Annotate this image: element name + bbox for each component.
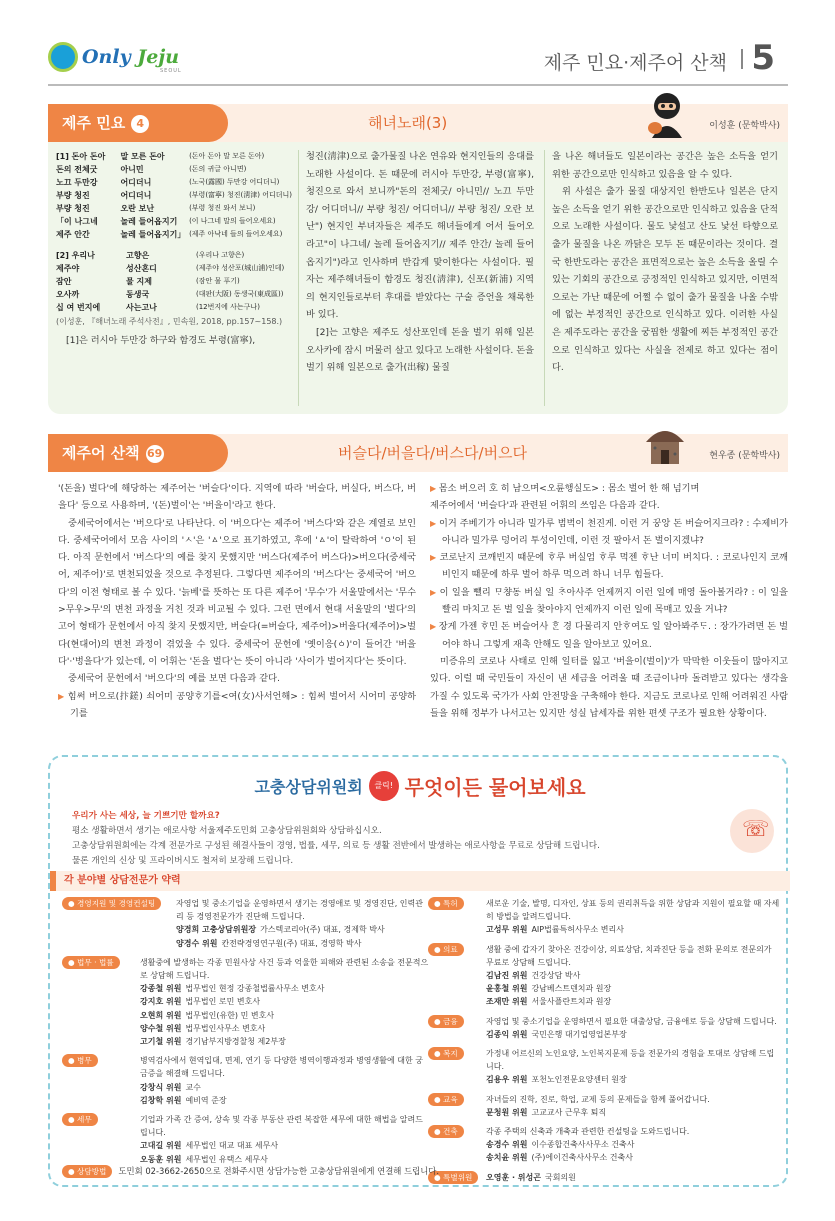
verse-cell: 동생국 [126,290,150,299]
committee-title [50,771,790,801]
member-title: 가스텍코리아(주) 대표, 경제학 박사 [260,925,385,935]
verse-cell: (노국(露國) 두만강 어디더니) [189,178,280,186]
verse-line [56,202,292,215]
member-name: 강창식 위원 [140,1082,182,1092]
member-title: 이수종합건축사사무소 건축사 [531,1140,635,1150]
member-name: 송치윤 위원 [486,1153,528,1163]
member-name: 송경수 위원 [486,1140,528,1150]
section2-label: 제주어 산책 69 [48,434,228,472]
s1-paragraph-2: 청진(淸津)으로 출가물질 나온 연유와 현지인들의 응대를 노래한 사설이다. 돈 때문에 러시아 두만강, 부령(富寧), 청진으로 와서 보니까"돈의 전체굿/ 아니민// 노끄 두만강/ 어디더니// 부량 청진/ 어디더니// 부량 청진/ 오란 보난") 현지인 부녀자들은 제주도 해녀들에게 어서 들어오라고"이 나그네/ 놀레 들어옵지기// 제주 안간/ 놀레 들어옵지기")라고 인사하며 반갑게 맞이한다는 사설이다. 필자는 제주해녀들이 함경도 청진(淸津), 신포(新浦) 지역의 현지인들로부터 후대를 받았다는 구술 증언을 채록한 바 있다. [306,151,534,321]
member-name: 김용우 위원 [486,1075,528,1085]
s1-paragraph-3: [2]는 고향은 제주도 성산포인데 돈을 벌기 위해 일본 오사카에 잠시 머물러 살고 있다고 노래한 사설이다. 돈을 벌기 위해 일본으로 출가(出稼) 물질 [306,326,534,374]
logo-o-icon [48,42,78,72]
member-title: (주)에이건축사사무소 건축사 [531,1153,633,1163]
verse-table-2 [56,249,292,314]
s1-paragraph-4: 을 나온 해녀들도 일본이라는 공간은 높은 소득을 얻기 위한 공간으로만 인식하고 있음을 알 수 있다. [552,151,778,180]
expert-member [140,1153,430,1166]
category-desc: 새로운 기술, 발명, 디자인, 상표 등의 권리취득을 위한 상담과 지원이 필요할 때 자세히 방법을 알려드립니다. [486,899,780,922]
citation: 이성훈, 『해녀노래 주석사전』, 민속원, 2018, pp.157~158. [59,317,280,326]
member-name: 고대길 위원 [140,1141,182,1151]
expert-member [140,1081,430,1094]
verse-cell: (12번지에 사는구나) [196,303,260,311]
header-separator [741,49,743,69]
member-title: 세무법인 유택스 세무사 [185,1154,268,1164]
category-desc: 생활 중에 갑자기 찾아온 건강이상, 의료상담, 치과진단 등을 전화 문의로 전문의가 무료로 상담해 드립니다. [486,944,772,967]
expert-list-right [428,897,780,1190]
phone-icon: ☏ [730,809,774,853]
expert-member [140,1139,430,1152]
verse-line [56,176,292,189]
expert-member [176,923,430,936]
member-name: 김종익 위원 [486,1029,528,1039]
member-title: 칸전략경영연구원(주) 대표, 경영학 박사 [221,938,362,948]
expert-member [486,923,780,936]
verse-cell: 어디더니 [120,178,152,187]
member-name: 오영훈 · 위성곤 [486,1172,541,1182]
verse-cell: [1] 돈아 돈아 [56,152,106,161]
thatched-house-icon [642,418,688,472]
category-pill: ● 교육 [428,1093,464,1106]
expert-member [486,1138,780,1151]
contact-pill: ● 상담방법 [62,1165,112,1178]
intro-line-3: 물론 개인의 신상 및 프라이버시도 철저히 보장해 드립니다. [72,856,294,866]
verse-cell: (대판(大阪) 동생국(東成區)) [196,290,284,298]
verse-cell: 제주 안간 [56,230,90,239]
expert-category [62,1054,430,1107]
verse-line [56,150,292,163]
verse-cell: 물 지제 [126,277,152,286]
expert-member [140,1009,430,1022]
s2-right-example: ▶ 이거 주베기가 아니라 밀가루 범벅이 천진게. 이런 거 꿍앙 돈 버슬어지크라? : 수제비가 아니라 밀가루 덩어리 투성이인데, 이런 것 팔아서 돈 벌이지겠냐? [430,515,788,550]
section2-author: 현우종 (문학박사) [709,451,780,461]
member-name: 문청원 위원 [486,1107,528,1117]
s2-right-example: ▶ 코로난지 코깨빈지 때문에 ᄒᆞ루 버실엄 ᄒᆞ루 먹젠 ᄒᆞ난 너미 버치다. : 코로나인지 코깨비인지 때문에 하루 벌어 하루 먹으려 하니 너무 힘들다. [430,549,788,584]
member-title: 법무법인 현정 강종철법률사무소 변호사 [185,984,325,994]
expert-member [176,937,430,950]
category-desc: 생활중에 발생하는 각종 민원사상 사건 등과 억울한 피해와 관련된 소송을 전문적으로 상담해 드립니다. [140,957,429,981]
s1-paragraph-1: [1]은 러시아 두만강 하구와 함경도 부령(富寧), [66,335,256,346]
verse-line [56,301,292,314]
verse-line [56,228,292,241]
committee-intro [72,809,712,869]
verse-line [56,189,292,202]
committee-org-name: 고충상담위원회 [254,777,363,797]
expert-category [428,897,780,937]
verse-cell: [2] 우리나 [56,251,95,260]
verse-cell: 성산혼디 [126,264,157,273]
header-title: 제주 민요·제주어 산책 [543,52,727,74]
s1-paragraph-5: 위 사설은 출가 물질 대상지인 한반도나 일본은 단지 높은 소득을 얻기 위한 공간으로만 인식하고 있음을 단적으로 노래한 사설이다. 물도 낯설고 산도 낯선 타향으로 출가 물질을 나온 까닭은 모두 돈 때문이라는 것이다. 결국 한반도라는 공간은 표면적으로는 높은 소득을 올릴 수 있는 기회의 공간으로 긍정적인 인식하고 있지만, 이면적으로는 가난 때문에 어쩔 수 없이 출가 물질을 나올 수밖에 없는 부정적인 공간으로 인식하고 있다. 이러한 사실은 제주도라는 공간을 궁핍한 생활에 찌든 부정적인 공간으로 인식하고 있다는 사실을 전제로 하고 있다는 점이다. [552,186,778,374]
intro-line-2: 고충상담위원회에는 각계 전문가로 구성된 해결사들이 경영, 법률, 세무, 의료 등 생활 전반에서 발생하는 애로사항을 무료로 상담해 드립니다. [72,841,600,851]
s2-right-example-top: ▶ 몸소 버으러 호 히 남으며<오륜행실도> : 몸소 벌어 한 해 넘기며 [430,480,788,497]
contact-text: 도민회 02-3662-2650으로 전화주시면 상담가능한 고충상담위원에게 연결해 드립니다. [118,1166,440,1176]
category-pill: ● 의료 [428,943,464,956]
expert-member [486,1151,780,1164]
section1-bar [48,104,788,142]
category-desc: 가정내 어르신의 노인요양, 노인복지문제 등을 전문가의 경험을 토대로 상담해 드립니다. [486,1049,775,1072]
category-desc: 각종 주택의 신축과 개축과 관련한 컨설팅을 도와드립니다. [486,1127,690,1137]
member-title: 법무법인사무소 변호사 [185,1023,266,1033]
verse-cell: 사는고나 [126,303,157,312]
member-title: 예비역 준장 [185,1095,227,1105]
member-name: 양경수 위원 [176,938,218,948]
member-title: 세무법인 대교 대표 세무사 [185,1141,279,1151]
member-name: 조재만 위원 [486,997,528,1007]
category-pill: ● 특허 [428,897,464,910]
logo-sub: SEOUL [160,68,182,74]
verse-cell: 부량 청진 [56,204,90,213]
verse-cell: 놀레 들어옵지기」 [120,230,186,239]
section1-label: 제주 민요 4 [48,104,228,142]
member-title: 건강상담 박사 [531,971,581,981]
member-name: 양수철 위원 [140,1023,182,1033]
member-title: AIP법률특허사무소 변리사 [531,925,624,935]
member-title: 법무법인 로민 변호사 [185,997,261,1007]
category-desc: 자영업 및 중소기업을 운영하면서 필요한 대출상담, 금융애로 등을 상담해 드립니다. [486,1016,777,1026]
expert-category [428,1047,780,1087]
header-divider [48,84,788,86]
category-desc: 기업과 가족 간 증여, 상속 및 각종 부동산 관련 복잡한 세무에 대한 해법을 알려드립니다. [140,1115,423,1138]
verse-cell: 말 모른 돈아 [120,152,165,161]
verse-cell: 어디더니 [120,191,152,200]
verse-cell: (제주 아낙네 들의 들어오세요) [189,230,283,238]
s2-right-mid: 제주어에서 '버슬다'과 관련된 어휘의 쓰임은 다음과 같다. [430,500,660,512]
expert-member [486,1106,780,1119]
s2-left-example: ▶ 힘써 버으로(抃鎈) 쇠어미 공양ᄒᆞ기를<여(女)사서언해> : 힘써 벌어서 시어미 공양하기를 [58,688,416,723]
page-number: 5 [751,38,775,78]
expert-member [486,969,780,982]
expert-member [140,1022,430,1035]
verse-line [56,163,292,176]
column-divider [544,150,545,406]
section1-col1: [1] 돈아 돈아 말 모른 돈아 (돈아 돈아 말 모른 돈아) 돈의 전체굿 아니민 (돈의 귀글 아니면) 노끄 두만강 어디더니 (노국(露國) 두만강 어디더니) 부량 청진 어디더니 (부령(富寧) 청진(淸津) 어디더니) 부량 청진 오란 보난 (부령 청진 와서 보니) 「이 나그네 놀레 들어옵지기 (이 나그네 말의 들어오세요) 제주 안간 놀레 들어옵지기」 (제주 아낙네 들의 들어오세요) [2] 우리나 고향은 (우리나 고향은) 제주야 성산혼디 (제주야 성산포(城山浦)인데) 잠안 물 지제 (잠안 물 푸기) 오사까 동생국 (대판(大阪) 동생국(東成區)) 십 여 번지에 사는고나 (12번지에 사는구나) (이성훈, 『해녀노래 주석사전』, 민속원, 2018, pp.157~158.) [1]은 러시아 두만강 하구와 함경도 부령(富寧), [56,150,292,350]
verse-cell: 부량 청진 [56,191,90,200]
verse-line [56,215,292,228]
verse-cell: 오사까 [56,290,80,299]
expert-list-left [62,897,430,1172]
section2-number: 69 [146,445,164,463]
expert-member [140,1094,430,1107]
category-pill: ● 금융 [428,1015,464,1028]
category-desc: 자녀들의 진학, 진로, 학업, 교제 등의 문제들을 함께 풀어갑니다. [486,1094,710,1104]
expert-member [140,995,430,1008]
s2-left-paragraph: 중세국어에서는 '버으다'로 나타난다. 이 '버으다'는 제주어 '버스다'와 같은 계열로 보인다. 중세국어에서 모음 사이의 'ㅅ'은 'ㅿ'으로 표기하였고, 후에 'ㅿ'이 탈락하여 'ㅇ'이 된다. 아직 문헌에서 '버스다'의 예를 찾지 못했지만 '버스다(제주어 버스다)>버으다(중세국어, 제주어)'로 변천되었을 것으로 추정된다. 그렇다면 제주어의 '버스다'는 중세국어 '버으다'의 이전 형태로 볼 수 있다. '늙베'를 뜻하는 또 다른 제주어 '무수'가 서울말에서는 '무수>무우>무'의 변천 과정을 거친 것과 비교될 수 있다. 그런 면에서 현대 서울말의 '벌다'의 고어 형태가 문헌에서 아직 찾지 못했지만, 버슬다(=버슬다, 제주어)>버을다(제주어)>벌다(현대어)의 변천 과정이 겪었을 수 있다. 중세국어 문헌에 '옛이응(ㆁ)'이 들어간 '버을다'·'벙을다'가 있는데, 이 어휘는 '돈을 벌다'는 뜻이 아니라 '사이가 벌어지다'는 뜻이다. [58,517,416,667]
member-title: 서울사플란트치과 원장 [531,997,612,1007]
category-pill: ● 세무 [62,1113,98,1126]
expert-category [62,956,430,1048]
category-desc: 병역검사에서 현역입대, 면제, 연기 등 다양한 병역이행과정과 병영생활에 대한 궁금증을 해결해 드립니다. [140,1056,423,1079]
member-title: 강남베스트덴치과 원장 [531,984,612,994]
verse-line [56,275,292,288]
section1-body [48,142,788,414]
verse-line [56,262,292,275]
member-title: 고교교사 근무후 퇴직 [531,1107,607,1117]
category-pill: ● 건축 [428,1125,464,1138]
expert-category [62,1113,430,1166]
verse-cell: 「이 나그네 [56,217,98,226]
s2-right-end: 미증유의 코로나 사태로 인해 일터를 잃고 '버을이(벌이)'가 막막한 이웃들이 많아지고 있다. 이럴 때 국민들이 자신이 낸 세금을 어려울 때 조금이나마 돌려받고 있다는 생각을 가질 수 있도록 국가가 사회 안전망을 구축해야 한다. 지금도 코로나로 인해 어려워진 사람들을 위해 정부가 나서고는 있지만 성실 납세자를 위한 편셋 구조가 필요한 상황이다. [430,655,788,719]
category-desc: 자영업 및 중소기업을 운영하면서 생기는 경영애로 및 경영진단, 인력관리 등 경영전문가가 진단해 드립니다. [176,899,423,922]
member-name: 김남진 위원 [486,971,528,981]
expert-member [486,995,780,1008]
verse-cell: 잠안 [56,277,72,286]
category-pill: ● 법무 · 법률 [62,956,120,969]
expert-member [140,1035,430,1048]
member-name: 고성무 위원 [486,925,528,935]
haenyeo-figure-icon [646,90,688,142]
section2-bar [48,434,788,472]
expert-member [486,982,780,995]
verse-cell: 고향은 [126,251,150,260]
expert-category [428,1093,780,1119]
contact-method [62,1165,762,1178]
expert-member [486,1073,780,1086]
intro-line-1: 평소 생활하면서 생기는 애로사항 서울제주도민회 고충상담위원회와 상담하십시오. [72,826,382,836]
expert-list-title: 각 분야별 상담전문가 약력 [50,871,790,891]
verse-cell: (이 나그네 말의 들어오세요) [189,217,276,225]
counseling-committee-box [48,755,788,1187]
member-name: 강종철 위원 [140,984,182,994]
column-divider [298,150,299,406]
verse-cell: 돈의 전체굿 [56,165,98,174]
section1-title: 해녀노래(3) [368,114,448,132]
member-name: 강지호 위원 [140,997,182,1007]
verse-table-1 [56,150,292,241]
committee-question: 우리가 사는 세상, 늘 기쁘기만 할까요? [72,811,220,821]
category-pill: ● 특별위원 [428,1171,478,1184]
section1-col3 [552,148,778,377]
s2-left-paragraph: '(돈을) 벌다'에 해당하는 제주어는 '버슬다'이다. 지역에 따라 '버슬다, 버실다, 버스다, 버을다' 등으로 사용하며, '(돈)벌이'는 '버을이'라고 한다. [58,483,416,512]
s2-right-example: ▶ 장게 가젠 ᄒᆞ민 돈 버슬어사 ᄒᆞᆫ 경 다물리지 안ᄒᆞ여도 일 알아봐주ᄃᆞ. : 장가가려면 돈 벌어야 하니 그렇게 재촉 안해도 일을 알아보고 있어요. [430,618,788,653]
section2-left-column [58,480,416,722]
member-title: 교수 [185,1082,201,1092]
s2-left-paragraph: 중세국어 문헌에서 '버으다'의 예를 보면 다음과 같다. [68,673,280,685]
verse-cell: (제주야 성산포(城山浦)인데) [196,264,285,272]
click-badge: 클릭! [369,771,399,801]
verse-cell: (돈아 돈아 말 모른 돈아) [189,152,265,160]
expert-category [62,897,430,950]
expert-category [428,1125,780,1165]
expert-category [428,1015,780,1041]
member-title: 포천노인전문요양센터 원장 [531,1075,627,1085]
verse-cell: 노끄 두만강 [56,178,98,187]
verse-cell: (우리나 고향은) [196,251,245,259]
expert-member [140,982,430,995]
logo-text-a: Only [82,46,138,68]
only-jeju-logo [48,40,208,80]
s2-right-example: ▶ 이 일을 뺄리 ᄆᆞ챵동 버실 일 ᄎᆞ아사주 언제꺼지 이런 일에 매영 돌아볼거라? : 이 일을 빨리 마치고 돈 벌 일을 찾아야지 언제까지 이런 일에 목매고 있을 거냐? [430,584,788,619]
member-title: 경기남부지방경찰청 제2부장 [185,1037,286,1047]
member-name: 양경희 고충상담위원장 [176,925,257,935]
member-title: 국민은행 대기업영업본부장 [531,1029,627,1039]
member-name: 고기철 위원 [140,1037,182,1047]
category-pill: ● 경영지원 및 경영컨설팅 [62,897,161,910]
verse-line [56,288,292,301]
verse-cell: 아니민 [120,165,144,174]
verse-cell: (돈의 귀글 아니면) [189,165,247,173]
logo-text-b: Jeju [137,46,180,68]
expert-member [486,1028,780,1041]
verse-cell: 십 여 번지에 [56,303,101,312]
verse-cell: (잠안 물 푸기) [196,277,240,285]
member-name: 오현희 위원 [140,1010,182,1020]
section1-author: 이성훈 (문학박사) [709,121,780,131]
verse-line [56,249,292,262]
member-name: 윤홍철 위원 [486,984,528,994]
category-pill: ● 병무 [62,1054,98,1067]
member-name: 김창학 위원 [140,1095,182,1105]
verse-cell: 오란 보난 [120,204,155,213]
verse-cell: (부령(富寧) 청진(淸津) 어디더니) [189,191,292,199]
member-title: 법무법인(유한) 민 변호사 [185,1010,275,1020]
section2-right-column [430,480,788,722]
verse-cell: (부령 청진 와서 보니) [189,204,256,212]
section1-col2 [306,148,534,377]
category-pill: ● 복지 [428,1047,464,1060]
verse-cell: 놀레 들어옵지기 [120,217,178,226]
section2-title: 버슬다/버을다/버스다/버으다 [338,444,528,462]
verse-cell: 제주야 [56,264,80,273]
member-title: 국회의원 [544,1172,576,1182]
committee-main-title: 무엇이든 물어보세요 [404,775,586,800]
member-name: 오동훈 위원 [140,1154,182,1164]
expert-category [428,943,780,1009]
section1-number: 4 [131,115,149,133]
